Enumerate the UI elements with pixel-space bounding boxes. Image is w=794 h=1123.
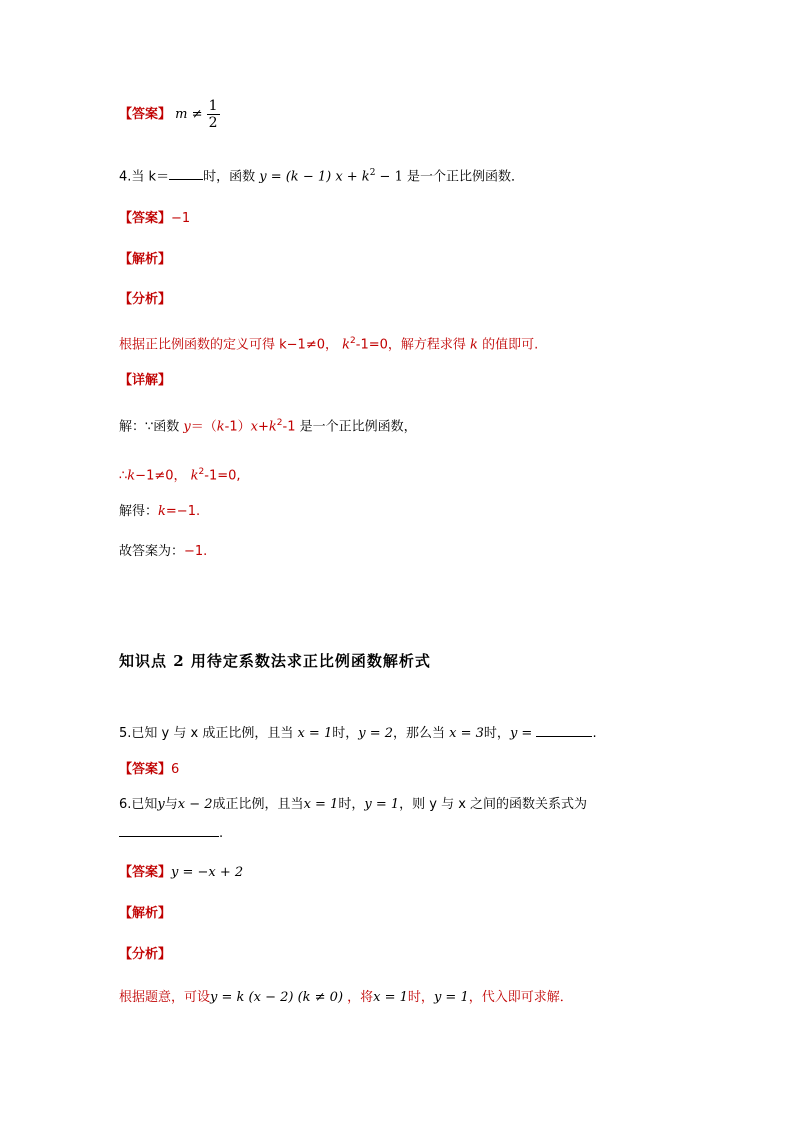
step-text: −1≠0， (135, 468, 191, 484)
var-x: x (250, 419, 258, 435)
analysis-text: 根据题意，可设 (119, 990, 211, 1005)
q5-condition: x = 3 (449, 726, 484, 741)
step-text: 解得： (119, 504, 159, 519)
q6-question (119, 796, 587, 814)
step-text: + (257, 419, 269, 435)
q5-condition: x = 1 (297, 726, 333, 741)
q4-analysis: 根据正比例函数的定义可得 k−1≠0， $k^2-1=0$，解方程求得 k 的值即可. (119, 336, 539, 353)
analysis-text: 时， (407, 990, 434, 1005)
fenxi-label: 【分析】 (119, 947, 172, 962)
q6-condition: x = 1 (303, 797, 339, 812)
condition-2-rest: -1=0 (355, 337, 388, 353)
var-k: k (190, 468, 199, 484)
q6-text: 6.已知 (119, 797, 158, 812)
q5-text: 5.已知 y 与 x 成正比例，且当 (119, 726, 298, 741)
q6-analysis (119, 989, 573, 1007)
var-k: k (216, 419, 225, 435)
separator: ， (325, 337, 343, 353)
jiexi-label: 【解析】 (119, 906, 172, 921)
q5-text: ，那么当 (393, 726, 450, 741)
answer-blank (119, 824, 219, 837)
condition-1: k−1≠0 (279, 337, 325, 353)
q6-answer (119, 864, 243, 882)
condition-2-var: k (342, 337, 351, 353)
q4-text-end: 是一个正比例函数． (407, 169, 525, 185)
q5-text: 时， (332, 726, 359, 741)
q5-condition: y = (509, 726, 533, 741)
q5-answer (119, 761, 179, 779)
analysis-condition: y = 1 (433, 990, 469, 1005)
q6-text: . (219, 826, 224, 841)
step-text: -1 (282, 419, 300, 435)
answer-value: −1 (171, 211, 191, 226)
q4-question: 4.当 k＝ 时，函数 y = (k − 1) $x + k^2 - 1$ 是一个正比例函数． (119, 168, 525, 185)
analysis-text-3: 的值即可. (477, 337, 539, 353)
q6-text: 与 (164, 797, 178, 812)
fraction (207, 98, 220, 131)
q6-text: 时， (338, 797, 365, 812)
step-text: ＝（ (190, 419, 217, 435)
q4-step-1: 解：∵函数 $y=(k-1)x+k^2-1$ 是一个正比例函数， (119, 418, 417, 435)
answer-expression: m ≠ (175, 107, 203, 122)
answer-tag: 【答案】 (119, 211, 172, 226)
q5-question (119, 724, 597, 743)
q5-text: . (592, 726, 597, 741)
var-k: k (127, 468, 136, 484)
var-y: y (183, 419, 191, 435)
answer-value: y = −x + 2 (171, 865, 244, 880)
var-k: k (158, 504, 166, 519)
q3-answer (119, 98, 220, 131)
q6-text: ，则 y 与 x 之间的函数关系式为 (399, 797, 588, 812)
q4-step-4 (119, 543, 207, 561)
answer-tag: 【答案】 (119, 865, 172, 880)
answer-tag: 【答案】 (119, 107, 172, 122)
q4-text-prefix: 4.当 k＝ (119, 169, 170, 185)
analysis-text: ，将 (343, 990, 374, 1005)
step-text: =−1. (165, 504, 201, 519)
answer-value: −1. (184, 544, 208, 559)
var-y: y (157, 797, 165, 812)
answer-value: 6 (171, 762, 180, 777)
therefore-symbol: ∴ (119, 468, 128, 484)
jiexi-label: 【解析】 (119, 252, 172, 267)
fraction-denominator: 2 (208, 115, 218, 131)
fenxi-label: 【分析】 (119, 292, 172, 307)
q4-answer (119, 210, 190, 228)
q6-expression: x − 2 (177, 797, 213, 812)
section-heading: 知识点 2 用待定系数法求正比例函数解析式 (119, 652, 431, 670)
step-text: -1=0, (204, 468, 241, 484)
q6-text: 成正比例，且当 (212, 797, 304, 812)
step-text: 解：∵函数 (119, 419, 184, 435)
xiangjie-label: 【详解】 (119, 373, 172, 388)
step-text: -1） (224, 419, 251, 435)
analysis-expression: y = k (x − 2) (k ≠ 0) (210, 990, 344, 1005)
analysis-condition: x = 1 (373, 990, 408, 1005)
analysis-text-2: ，解方程求得 (387, 337, 471, 353)
step-text: 是一个正比例函数， (299, 419, 417, 435)
analysis-text: 根据正比例函数的定义可得 (119, 337, 280, 353)
q6-blank-line (119, 824, 223, 843)
fraction-numerator: 1 (208, 98, 218, 114)
variable-k: k (470, 337, 478, 353)
q5-text: 时， (483, 726, 510, 741)
answer-blank (169, 167, 203, 180)
var-k: k (268, 419, 277, 435)
q4-step-3 (119, 503, 200, 521)
q6-condition: y = 1 (364, 797, 400, 812)
answer-tag: 【答案】 (119, 762, 172, 777)
analysis-text: ，代入即可求解． (468, 990, 573, 1005)
q4-text-suffix: 时，函数 (203, 169, 256, 185)
answer-blank (536, 724, 592, 737)
step-text: 故答案为： (119, 544, 185, 559)
q5-condition: y = 2 (358, 726, 394, 741)
q4-function-tail: − 1 (375, 169, 403, 185)
q4-function-expression: y = (k − 1) x + k (259, 169, 370, 185)
q4-step-2: ∴k−1≠0， $k^2-1=0$, (119, 467, 241, 484)
